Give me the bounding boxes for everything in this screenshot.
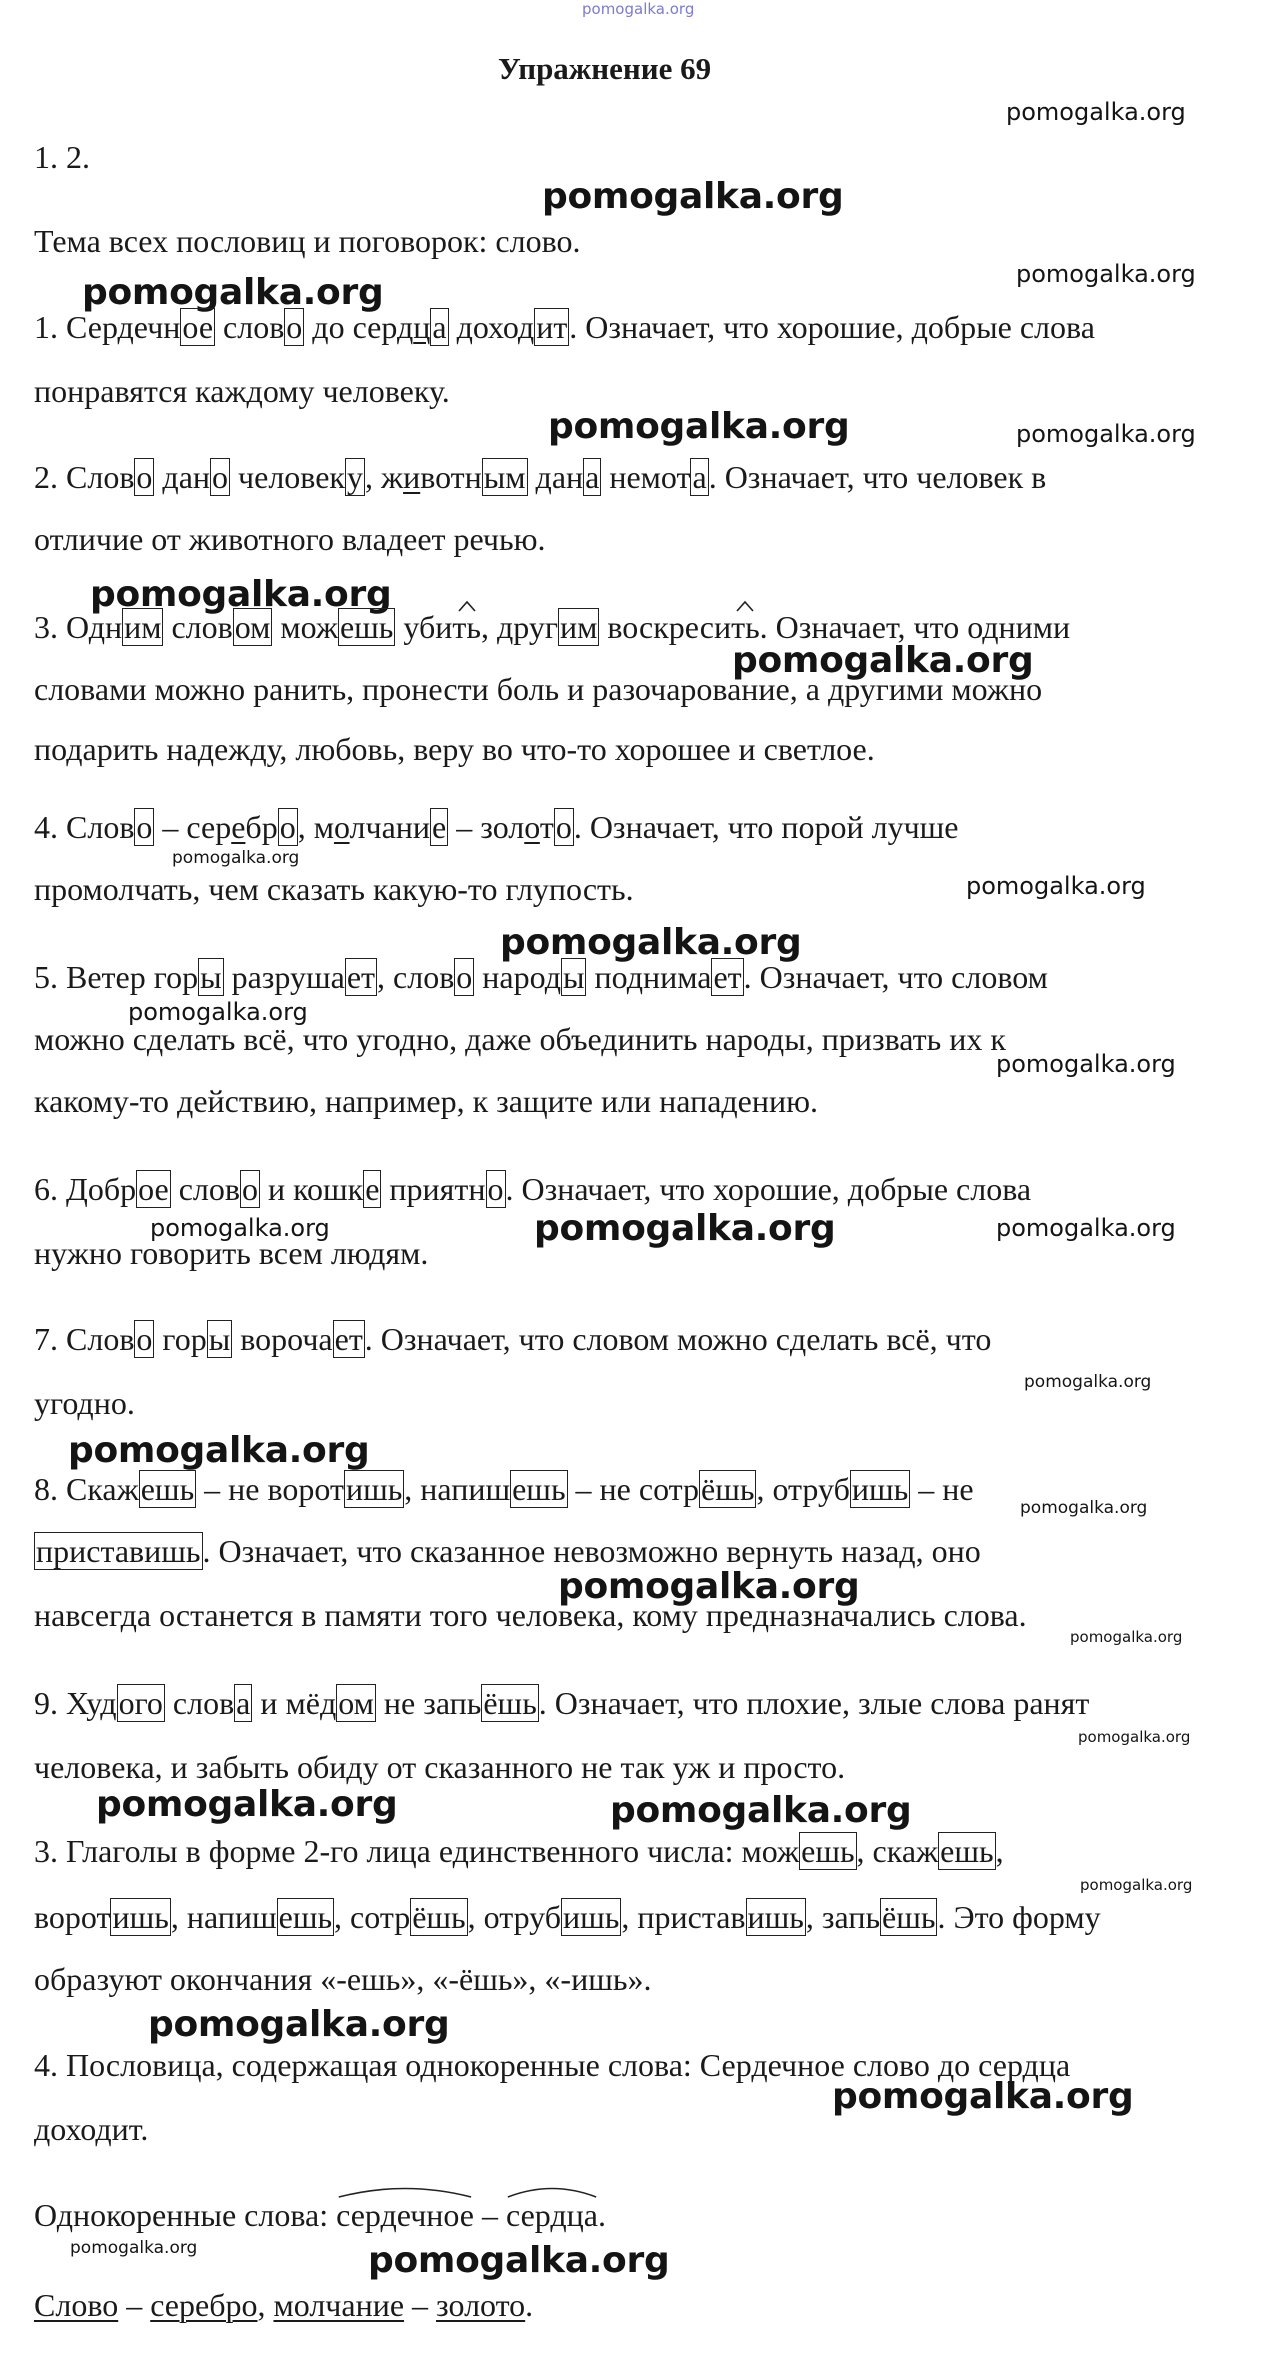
- root-arc-icon: [336, 2184, 474, 2198]
- text: 3. Глаголы в форме 2-го лица единственного числа: мож: [34, 1833, 800, 1869]
- text: ворот: [34, 1899, 111, 1935]
- watermark: pomogalka.org: [1024, 1372, 1152, 1392]
- final-sentence: [34, 2286, 533, 2324]
- text: . Означает, что сказанное невозможно вернуть назад, оно: [202, 1533, 981, 1569]
- text: . Означает, что человек в: [708, 459, 1047, 495]
- text: и мёд: [252, 1685, 337, 1721]
- ending-box: о: [555, 809, 572, 845]
- proverb-3-line-3: подарить надежду, любовь, веру во что-то хорошее и светлое.: [34, 731, 875, 767]
- watermark: pomogalka.org: [1020, 1498, 1148, 1518]
- watermark: pomogalka.org: [1070, 1628, 1183, 1646]
- watermark: pomogalka.org: [1006, 98, 1186, 126]
- ending-box: ет: [346, 959, 376, 995]
- proverb-1: [34, 308, 1095, 346]
- root-mark: [506, 2196, 598, 2234]
- ending-box: ишь: [851, 1471, 909, 1507]
- watermark: pomogalka.org: [732, 640, 1034, 681]
- ending-box: ишь: [747, 1899, 804, 1935]
- text: , скаж: [856, 1833, 939, 1869]
- text: доход: [448, 309, 535, 345]
- ending-box: а: [432, 309, 447, 345]
- text: , отруб: [756, 1471, 850, 1507]
- text: Однокоренные слова:: [34, 2197, 337, 2233]
- watermark: pomogalka.org: [542, 176, 844, 217]
- watermark: pomogalka.org: [70, 2238, 198, 2258]
- proverb-7-line-2: угодно.: [34, 1385, 135, 1421]
- ending-box: им: [559, 609, 598, 645]
- proverb-8-line-2: [34, 1532, 981, 1570]
- ending-box: ет: [713, 959, 742, 995]
- proverb-5-line-2: можно сделать всё, что угодно, даже объединить народы, призвать их к: [34, 1021, 1006, 1057]
- proverb-9: [34, 1684, 1089, 1722]
- watermark: pomogalka.org: [832, 2076, 1134, 2117]
- page-title: Упражнение 69: [498, 51, 712, 86]
- ending-box: ы: [200, 959, 222, 995]
- text: ть: [452, 609, 481, 645]
- text: . Означает, что порой лучше: [573, 809, 959, 845]
- text: приятн: [381, 1171, 486, 1207]
- watermark: pomogalka.org: [1080, 1876, 1193, 1894]
- underlined-word: молчание: [273, 2287, 405, 2323]
- ending-box: ит: [536, 309, 568, 345]
- text: . Это форму: [937, 1899, 1101, 1935]
- task-4: 4. Пословица, содержащая однокоренные слова: Сердечное слово до сердца: [34, 2047, 1071, 2083]
- ending-box: ешь: [512, 1471, 566, 1507]
- text: 9. Худ: [34, 1685, 117, 1721]
- ending-box: ёшь: [701, 1471, 755, 1507]
- ending-box: ом: [234, 609, 271, 645]
- text: –: [474, 2197, 506, 2233]
- underlined-letter: е: [231, 809, 246, 845]
- text: –: [404, 2287, 437, 2323]
- watermark: pomogalka.org: [1016, 420, 1196, 448]
- text: , пристав: [621, 1899, 746, 1935]
- underlined-word: Слово: [34, 2287, 119, 2323]
- text: ж: [380, 459, 404, 495]
- ending-box: о: [136, 809, 153, 845]
- text: и кошк: [259, 1171, 364, 1207]
- task-3: [34, 1832, 1004, 1870]
- ending-box: ешь: [339, 609, 394, 645]
- text: 4. Слов: [34, 809, 135, 845]
- text: немот: [601, 459, 691, 495]
- ending-box: у: [346, 459, 363, 495]
- text: вороча: [232, 1321, 333, 1357]
- text: вотн: [420, 459, 482, 495]
- text: 8. Скаж: [34, 1471, 139, 1507]
- text: дан: [154, 459, 211, 495]
- proverb-5-line-3: какому-то действию, например, к защите или нападению.: [34, 1083, 819, 1119]
- watermark: pomogalka.org: [996, 1050, 1176, 1078]
- root-mark: [336, 2196, 474, 2234]
- text: уби: [395, 609, 453, 645]
- text: ,: [257, 2287, 274, 2323]
- text: .: [597, 2197, 606, 2233]
- underlined-letter: о: [333, 809, 350, 845]
- watermark: pomogalka.org: [172, 848, 300, 868]
- watermark: pomogalka.org: [996, 1214, 1176, 1242]
- underlined-word: серебро: [150, 2287, 258, 2323]
- watermark: pomogalka.org: [148, 2004, 450, 2045]
- text: . Означает, что словом можно сделать всё, что: [364, 1321, 992, 1357]
- text: – зол: [448, 809, 525, 845]
- text: – сер: [154, 809, 232, 845]
- text: – не: [910, 1471, 974, 1507]
- watermark: pomogalka.org: [68, 1430, 370, 1471]
- proverb-5: [34, 958, 1048, 996]
- proverb-1-line-2: понравятся каждому человеку.: [34, 373, 450, 409]
- ending-box: им: [124, 609, 162, 645]
- text: . Означает, что плохие, злые слова ранят: [538, 1685, 1090, 1721]
- text: 6. Добр: [34, 1171, 137, 1207]
- text: сердечное: [336, 2197, 474, 2233]
- text: –: [118, 2287, 151, 2323]
- proverb-6-line-2: нужно говорить всем людям.: [34, 1235, 429, 1271]
- text: народ: [474, 959, 561, 995]
- text: – не ворот: [196, 1471, 344, 1507]
- proverb-8: [34, 1470, 974, 1508]
- proverb-7: [34, 1320, 991, 1358]
- text: , напиш: [170, 1899, 277, 1935]
- proverb-9-line-2: человека, и забыть обиду от сказанного не так уж и просто.: [34, 1749, 846, 1785]
- proverb-2: [34, 458, 1046, 496]
- proverb-2-line-2: отличие от животного владеет речью.: [34, 521, 546, 557]
- text: – не сотр: [567, 1471, 700, 1507]
- text: . Означает, что хорошие, добрые слова: [569, 309, 1095, 345]
- ending-box: ое: [138, 1171, 169, 1207]
- text: . Означает, что одними: [759, 609, 1071, 645]
- watermark: pomogalka.org: [368, 2240, 670, 2281]
- text: ,: [995, 1833, 1004, 1869]
- cognate-words: [34, 2196, 606, 2234]
- ending-box: приставишь: [36, 1533, 201, 1569]
- text: слов: [215, 309, 285, 345]
- text: , напиш: [404, 1471, 511, 1507]
- root-arc-icon: [506, 2184, 598, 2198]
- watermark: pomogalka.org: [1078, 1728, 1191, 1746]
- proverb-4-line-2: промолчать, чем сказать какую-то глупость.: [34, 871, 634, 907]
- text: дан: [527, 459, 584, 495]
- text: не запь: [375, 1685, 482, 1721]
- ending-box: ешь: [940, 1833, 994, 1869]
- watermark: pomogalka.org: [966, 872, 1146, 900]
- text: слов: [163, 609, 233, 645]
- ending-box: а: [236, 1685, 251, 1721]
- ending-box: е: [365, 1171, 380, 1207]
- ending-box: о: [487, 1171, 504, 1207]
- text: разруша: [223, 959, 345, 995]
- ending-box: ёшь: [412, 1899, 466, 1935]
- watermark: pomogalka.org: [534, 1208, 836, 1249]
- task-4-line-2: доходит.: [34, 2111, 149, 2147]
- text: мож: [272, 609, 338, 645]
- watermark: pomogalka.org: [610, 1790, 912, 1831]
- ending-box: ишь: [563, 1899, 620, 1935]
- proverb-3-line-2: словами можно ранить, пронести боль и разочарование, а другими можно: [34, 671, 1043, 707]
- underlined-letter: ц: [413, 309, 431, 345]
- ending-box: ешь: [801, 1833, 855, 1869]
- proverb-8-line-3: навсегда останется в памяти того человека, кому предназначались слова.: [34, 1597, 1027, 1633]
- underlined-letter: и: [403, 459, 421, 495]
- watermark: pomogalka.org: [150, 1214, 330, 1242]
- underlined-word: золото: [436, 2287, 526, 2323]
- watermark: pomogalka.org: [500, 922, 802, 963]
- text: слов: [170, 1171, 240, 1207]
- suffix-mark: [452, 608, 481, 646]
- text: гор: [154, 1321, 207, 1357]
- text: . Означает, что хорошие, добрые слова: [505, 1171, 1032, 1207]
- watermark: pomogalka.org: [128, 998, 308, 1026]
- task-3-line-3: образуют окончания «-ешь», «-ёшь», «-ишь».: [34, 1961, 652, 1997]
- text: слов: [164, 1685, 235, 1721]
- ending-box: а: [585, 459, 600, 495]
- text: , слов: [377, 959, 455, 995]
- ending-box: ешь: [278, 1899, 333, 1935]
- ending-box: ого: [118, 1685, 163, 1721]
- ending-box: о: [212, 459, 229, 495]
- ending-box: ишь: [112, 1899, 169, 1935]
- text: бр: [245, 809, 278, 845]
- watermark: pomogalka.org: [548, 406, 850, 447]
- text: до серд: [304, 309, 414, 345]
- ending-box: о: [136, 1321, 153, 1357]
- watermark: pomogalka.org: [558, 1566, 860, 1607]
- ending-box: ом: [338, 1685, 374, 1721]
- text: 3. Одн: [34, 609, 123, 645]
- text: 7. Слов: [34, 1321, 135, 1357]
- text: сердца: [506, 2197, 598, 2233]
- proverb-4: [34, 808, 959, 846]
- text: воскреси: [599, 609, 732, 645]
- text: .: [525, 2287, 534, 2323]
- text: т: [539, 809, 554, 845]
- text: 1. Сердечн: [34, 309, 181, 345]
- text: . Означает, что словом: [743, 959, 1048, 995]
- underlined-letter: о: [524, 809, 540, 845]
- text: ,: [364, 459, 381, 495]
- ending-box: о: [456, 959, 473, 995]
- proverb-6: [34, 1170, 1031, 1208]
- text: , друг: [480, 609, 558, 645]
- text: человек: [230, 459, 345, 495]
- ending-box: ы: [208, 1321, 231, 1357]
- watermark: pomogalka.org: [90, 574, 392, 615]
- ending-box: о: [136, 459, 153, 495]
- watermark: pomogalka.org: [1016, 260, 1196, 288]
- ending-box: ы: [562, 959, 585, 995]
- text: лчани: [349, 809, 431, 845]
- task-number: 1. 2.: [34, 139, 90, 175]
- ending-box: ёшь: [483, 1685, 537, 1721]
- suffix-mark-icon: [736, 600, 754, 612]
- text: ть: [731, 609, 760, 645]
- text: 2. Слов: [34, 459, 135, 495]
- watermark: pomogalka.org: [582, 0, 695, 18]
- ending-box: о: [286, 309, 303, 345]
- suffix-mark-icon: [458, 600, 476, 612]
- ending-box: ёшь: [882, 1899, 936, 1935]
- task-3-line-2: [34, 1898, 1101, 1936]
- theme-line: Тема всех пословиц и поговорок: слово.: [34, 223, 581, 259]
- ending-box: ишь: [345, 1471, 403, 1507]
- text: 5. Ветер гор: [34, 959, 199, 995]
- watermark: pomogalka.org: [96, 1784, 398, 1825]
- text: , сотр: [334, 1899, 411, 1935]
- ending-box: ым: [483, 459, 526, 495]
- ending-box: ое: [182, 309, 214, 345]
- ending-box: ешь: [140, 1471, 195, 1507]
- text: , м: [297, 809, 334, 845]
- ending-box: а: [692, 459, 707, 495]
- text: , отруб: [467, 1899, 562, 1935]
- text: , запь: [805, 1899, 881, 1935]
- text: поднима: [586, 959, 712, 995]
- ending-box: е: [432, 809, 447, 845]
- ending-box: о: [241, 1171, 258, 1207]
- ending-box: о: [279, 809, 296, 845]
- ending-box: ет: [334, 1321, 363, 1357]
- watermark: pomogalka.org: [82, 272, 384, 313]
